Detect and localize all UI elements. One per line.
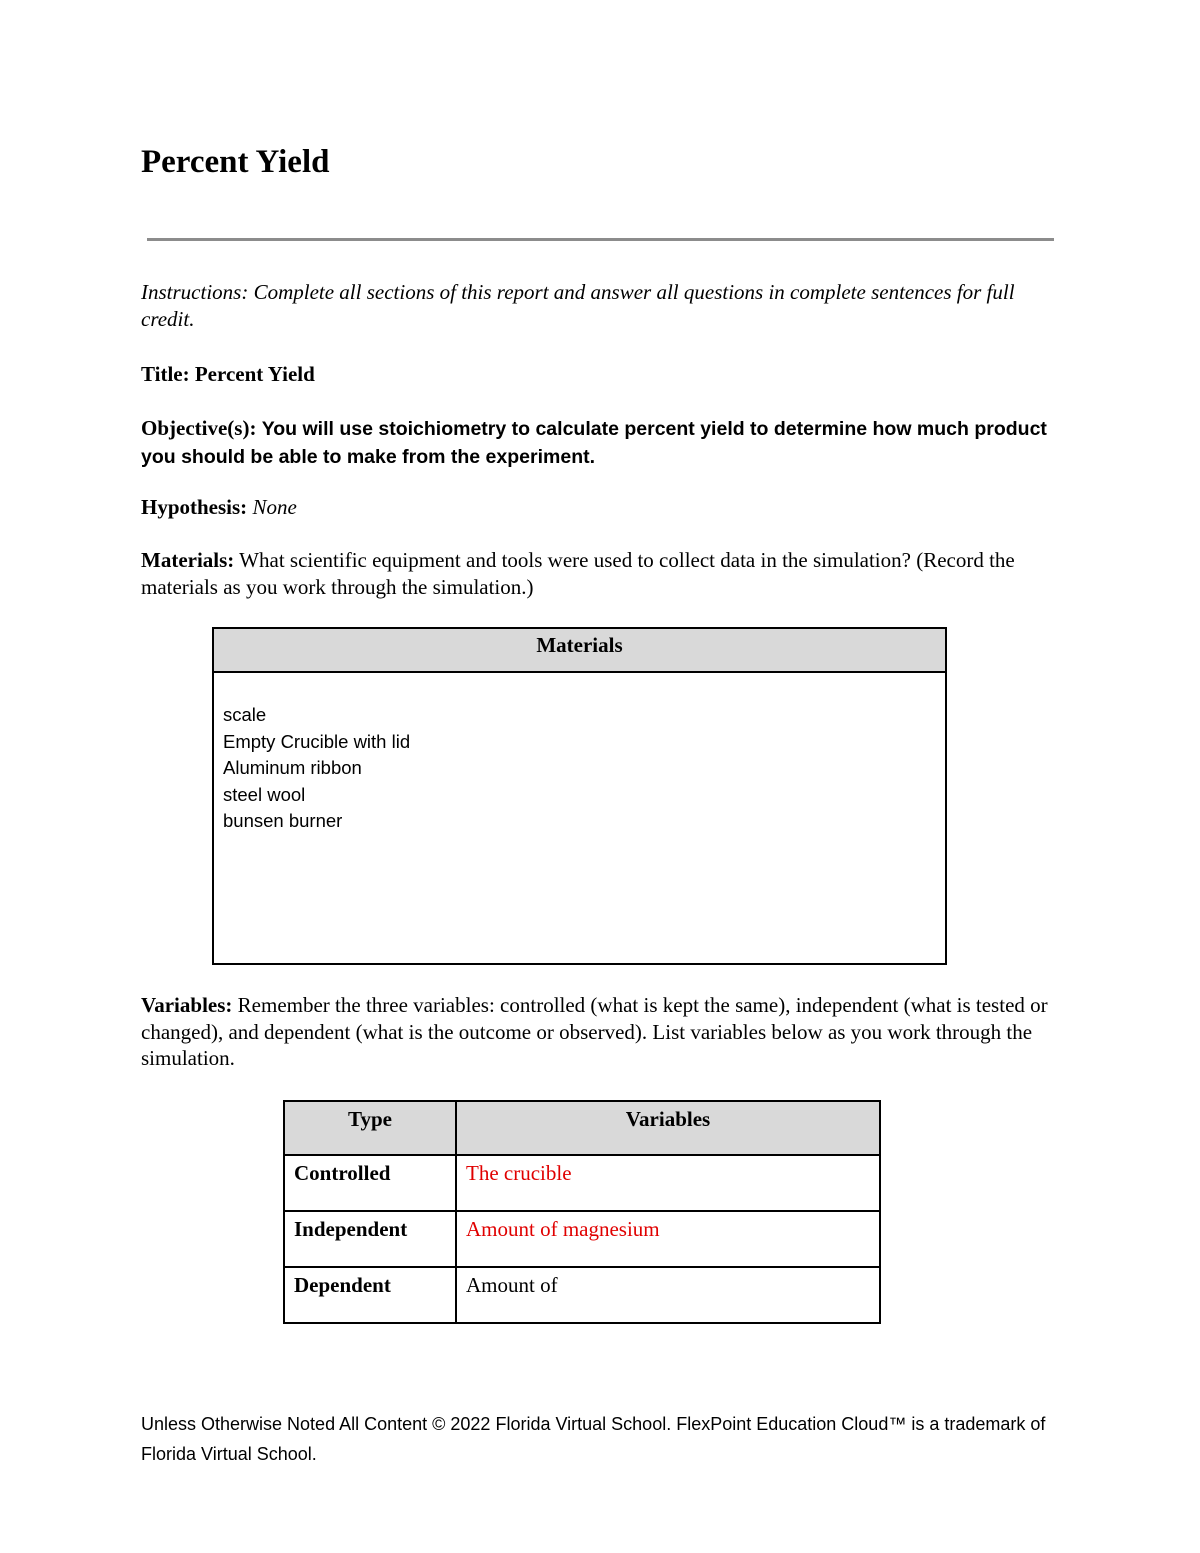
variables-table-header-row: [284, 1101, 880, 1155]
materials-prompt-text: What scientific equipment and tools were used to collect data in the simulation? (Record the materials as you work through the simulation.): [141, 548, 1015, 599]
materials-prompt: [141, 547, 1056, 600]
materials-label: Materials:: [141, 548, 235, 572]
materials-list-item: Aluminum ribbon: [223, 757, 362, 778]
table-row: [284, 1155, 880, 1211]
hypothesis-label: Hypothesis:: [141, 495, 248, 519]
variable-value-cell: Amount of: [456, 1267, 880, 1323]
variables-prompt-text: Remember the three variables: controlled (what is kept the same), independent (what is tested or changed), and dependent (what is the outcome or observed). List variables below as you work through the simulation.: [141, 993, 1048, 1070]
variables-prompt: [141, 992, 1056, 1072]
variables-column-header: Variables: [456, 1101, 880, 1155]
materials-table: [212, 627, 947, 965]
variable-type-cell: Independent: [284, 1211, 456, 1267]
variable-type-cell: Controlled: [284, 1155, 456, 1211]
materials-list-item: scale: [223, 704, 267, 725]
variables-table: [283, 1100, 881, 1324]
page-title: Percent Yield: [141, 144, 330, 180]
title-value: Percent Yield: [194, 362, 315, 386]
type-column-header: Type: [284, 1101, 456, 1155]
instructions-text: Instructions: Complete all sections of this report and answer all questions in complete sentences for full credit.: [141, 280, 1015, 331]
variables-label: Variables:: [141, 993, 233, 1017]
footer-copyright: Unless Otherwise Noted All Content © 2022 Florida Virtual School. FlexPoint Education Cloud™ is a trademark of Florida Virtual School.: [141, 1414, 1046, 1464]
materials-list-item: steel wool: [223, 783, 306, 805]
materials-table-header: Materials: [214, 629, 945, 673]
materials-list: [214, 673, 945, 835]
variable-value-cell: The crucible: [456, 1155, 880, 1211]
hypothesis-value: None: [252, 495, 297, 519]
variable-type-cell: Dependent: [284, 1267, 456, 1323]
table-row: [284, 1267, 880, 1323]
title-divider: [147, 238, 1054, 241]
materials-list-item: bunsen burner: [223, 810, 343, 831]
hypothesis-field: [141, 494, 1056, 521]
materials-list-item: Empty Crucible with lid: [223, 730, 411, 752]
table-row: [284, 1211, 880, 1267]
objective-field: [141, 415, 1056, 470]
title-field: [141, 361, 1056, 388]
variable-value-cell: Amount of magnesium: [456, 1211, 880, 1267]
title-label: Title:: [141, 362, 190, 386]
objective-text: You will use stoichiometry to calculate percent yield to determine how much product you should be able to make from the experiment.: [141, 418, 1047, 468]
objective-label: Objective(s):: [141, 416, 257, 440]
